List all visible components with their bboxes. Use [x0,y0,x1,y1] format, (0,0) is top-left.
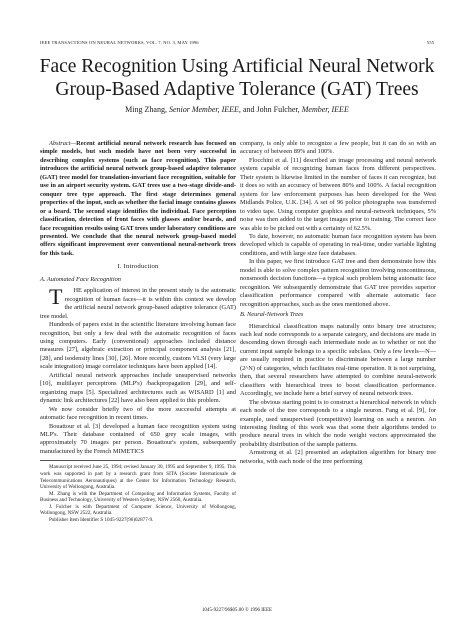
title-line-1: Face Recognition Using Artificial Neural Network [39,56,435,77]
author-2-name: John Fulcher, [256,105,300,114]
right-paragraph-6: The obvious starting point is to construct a hierarchical network in which each node of the tree corresponds to a single neuron. Fang et al. [9], for example, used unsupervised (competitive) learning on such a neuron. An interesting finding of this work was that some their algorithms tended to produce neural trees in which the node weight vectors approximated the probability distribution of the sample patterns. [240,398,436,448]
journal-running-head: IEEE TRANSACTIONS ON NEURAL NETWORKS, VOL. 7, NO. 3, MAY 1996 [40,40,199,45]
author-line [30,105,444,114]
footnote-identifier: Publisher Item Identifier S 1045-9227(96)02877-9. [49,517,154,524]
right-paragraph-3: To date, however, no automatic human face recognition system has been developed which is capable of operating in real-time, under variable lighting conditions, and with large size face databases. [240,232,436,257]
intro-paragraph-1 [40,284,236,321]
footnote-manuscript: Manuscript received June 25, 1994; revised January 30, 1995 and September 9, 1995. This work was supported in part by a research grant from SITA (Societe Internationale de Telecommunications Aeronautiques) at the Center for Information Technology Research, University of Wollongong, Australia. [40,464,236,491]
footnote-author-1: M. Zhang is with the Department of Computing and Information Systems, Faculty of Business and Technology, University of Western Sydney, NSW 2560, Australia. [40,490,236,504]
right-paragraph-1: company, is only able to recognize a few people, but it can do so with an accuracy of between 89% and 100%. [240,140,436,156]
intro-paragraph-1-text: HE application of interest in the present study is the automatic recognition of human faces—it is within this context we develop the artificial neural network group-based adaptive tolerance (GAT) tree model. [40,287,236,320]
intro-paragraph-2: Hundreds of papers exist in the scientific literature involving human face recognition, but only a few deal with the automatic recognition of faces using computers. Early (conventional) approaches included distance measures [27], algebraic extraction or principal component analysis [21], [28], and isodensity lines [30], [26]. More recently, custom VLSI (very large scale integration) image correlator techniques have been applied [14]. [40,321,236,371]
intro-paragraph-5: Bouattour et al. [3] developed a human face recognition system using MLP's. Their database contained of 650 grey scale images, with approximately 70 images per person. Bouattour's system, subsequently manufactured by the French MIMETICS [40,422,236,455]
copyright-code: 1045-9227/96$05.00 © 1996 IEEE [201,608,273,613]
right-paragraph-7: Armstrong et al. [2] presented an adaptation algorithm for binary tree networks, with each node of the tree performing [240,449,436,465]
intro-paragraph-3: Artificial neural network approaches include unsupervised networks [10], multilayer perceptrons (MLP's) /backpropagation [29], and self-organizing maps [5]. Specialized architectures such as WISARD [1] and dynamic link architectures [22] have also been applied to this problem. [40,371,236,405]
subsection-heading-b: B. Neural-Network Trees [240,311,304,319]
page-number: 555 [426,40,434,45]
right-paragraph-5: Hierarchical classification maps naturally onto binary tree structures; each leaf node corresponds to a separate category, and decisions are made in descending down through each intermediate node as to whether or not the current input sample belongs to a specific subclass. Only a few levels—N—are usually required in practice to discriminate between a large number (2^N) of categories, which facilitates real-time operation. It is not surprising, then, that several researchers have attempted to combine neural-network classifiers with hierarchical trees to boost classification performance. Accordingly, we include here a brief survey of neural network trees. [240,322,436,398]
abstract [40,140,236,258]
right-column [240,140,436,466]
footnote [40,460,236,523]
paper-title [30,55,444,101]
drop-cap: T [49,284,63,310]
intro-paragraph-4: We now consider briefly two of the more successful attempts at automatic face recognition in recent times. [40,405,236,422]
author-2-title: Member, IEEE [301,105,349,114]
author-1-title: Senior Member, IEEE, [168,105,241,114]
abstract-text: Recent artificial neural network research has focused on simple models, but such models have not been very successful in describing complex systems (such as face recognition). This paper introduces the artificial neural network group-based adaptive tolerance (GAT) tree model for translation-invariant face recognition, suitable for use in an airport security system. GAT trees use a two-stage divide-and-conquer tree type approach. The first stage determines general properties of the input, such as whether the facial image contains glasses or a beard. The second stage identifies the individual. Face perception classification, detection of front faces with glasses and/or beards, and face recognition results using GAT trees under laboratory conditions are presented. We conclude that the neural network group-based model offers significant improvement over conventional neural-network trees for this task. [40,140,236,257]
right-paragraph-4: In this paper, we first introduce GAT tree and then demonstrate how this model is able to solve complex pattern recognition involving noncontinuous, nonsmooth decision functions—a typical such problem being automatic face recognition. We subsequently demonstrate that GAT tree provides superior classification performance compared with alternate automatic face recognition approaches, such as the ones mentioned above. [240,258,436,308]
subsection-heading-a: A. Automated Face Recognition [40,275,121,283]
footnote-author-2: J. Fulcher is with Department of Computer Science, University of Wollongong, Wollongong, NSW 2522, Australia. [40,503,236,517]
author-1-name: Ming Zhang, [125,105,167,114]
right-paragraph-2: Flocchini et al. [11] described an image processing and neural network system capable of recognizing human faces from different perspectives. Their system is likewise limited in the number of faces it can recognize, but it does so with an accuracy of between 80% and 100%. A facial recognition system for law enforcement purposes has been developed for the West Midlands Police, U.K. [34]. A set of 96 police photographs was transferred to video tape. Using computer graphics and neural-network techniques, 5% noise was then added to the target images prior to training. The correct face was able to be picked out with a certainty of 62.5%. [240,156,436,232]
abstract-label: Abstract— [49,140,77,147]
left-column [40,140,236,524]
title-line-2: Group-Based Adaptive Tolerance (GAT) Trees [55,79,419,100]
running-header [40,40,434,45]
intro-heading: I. Introduction [117,263,159,271]
author-join: and [242,105,255,114]
